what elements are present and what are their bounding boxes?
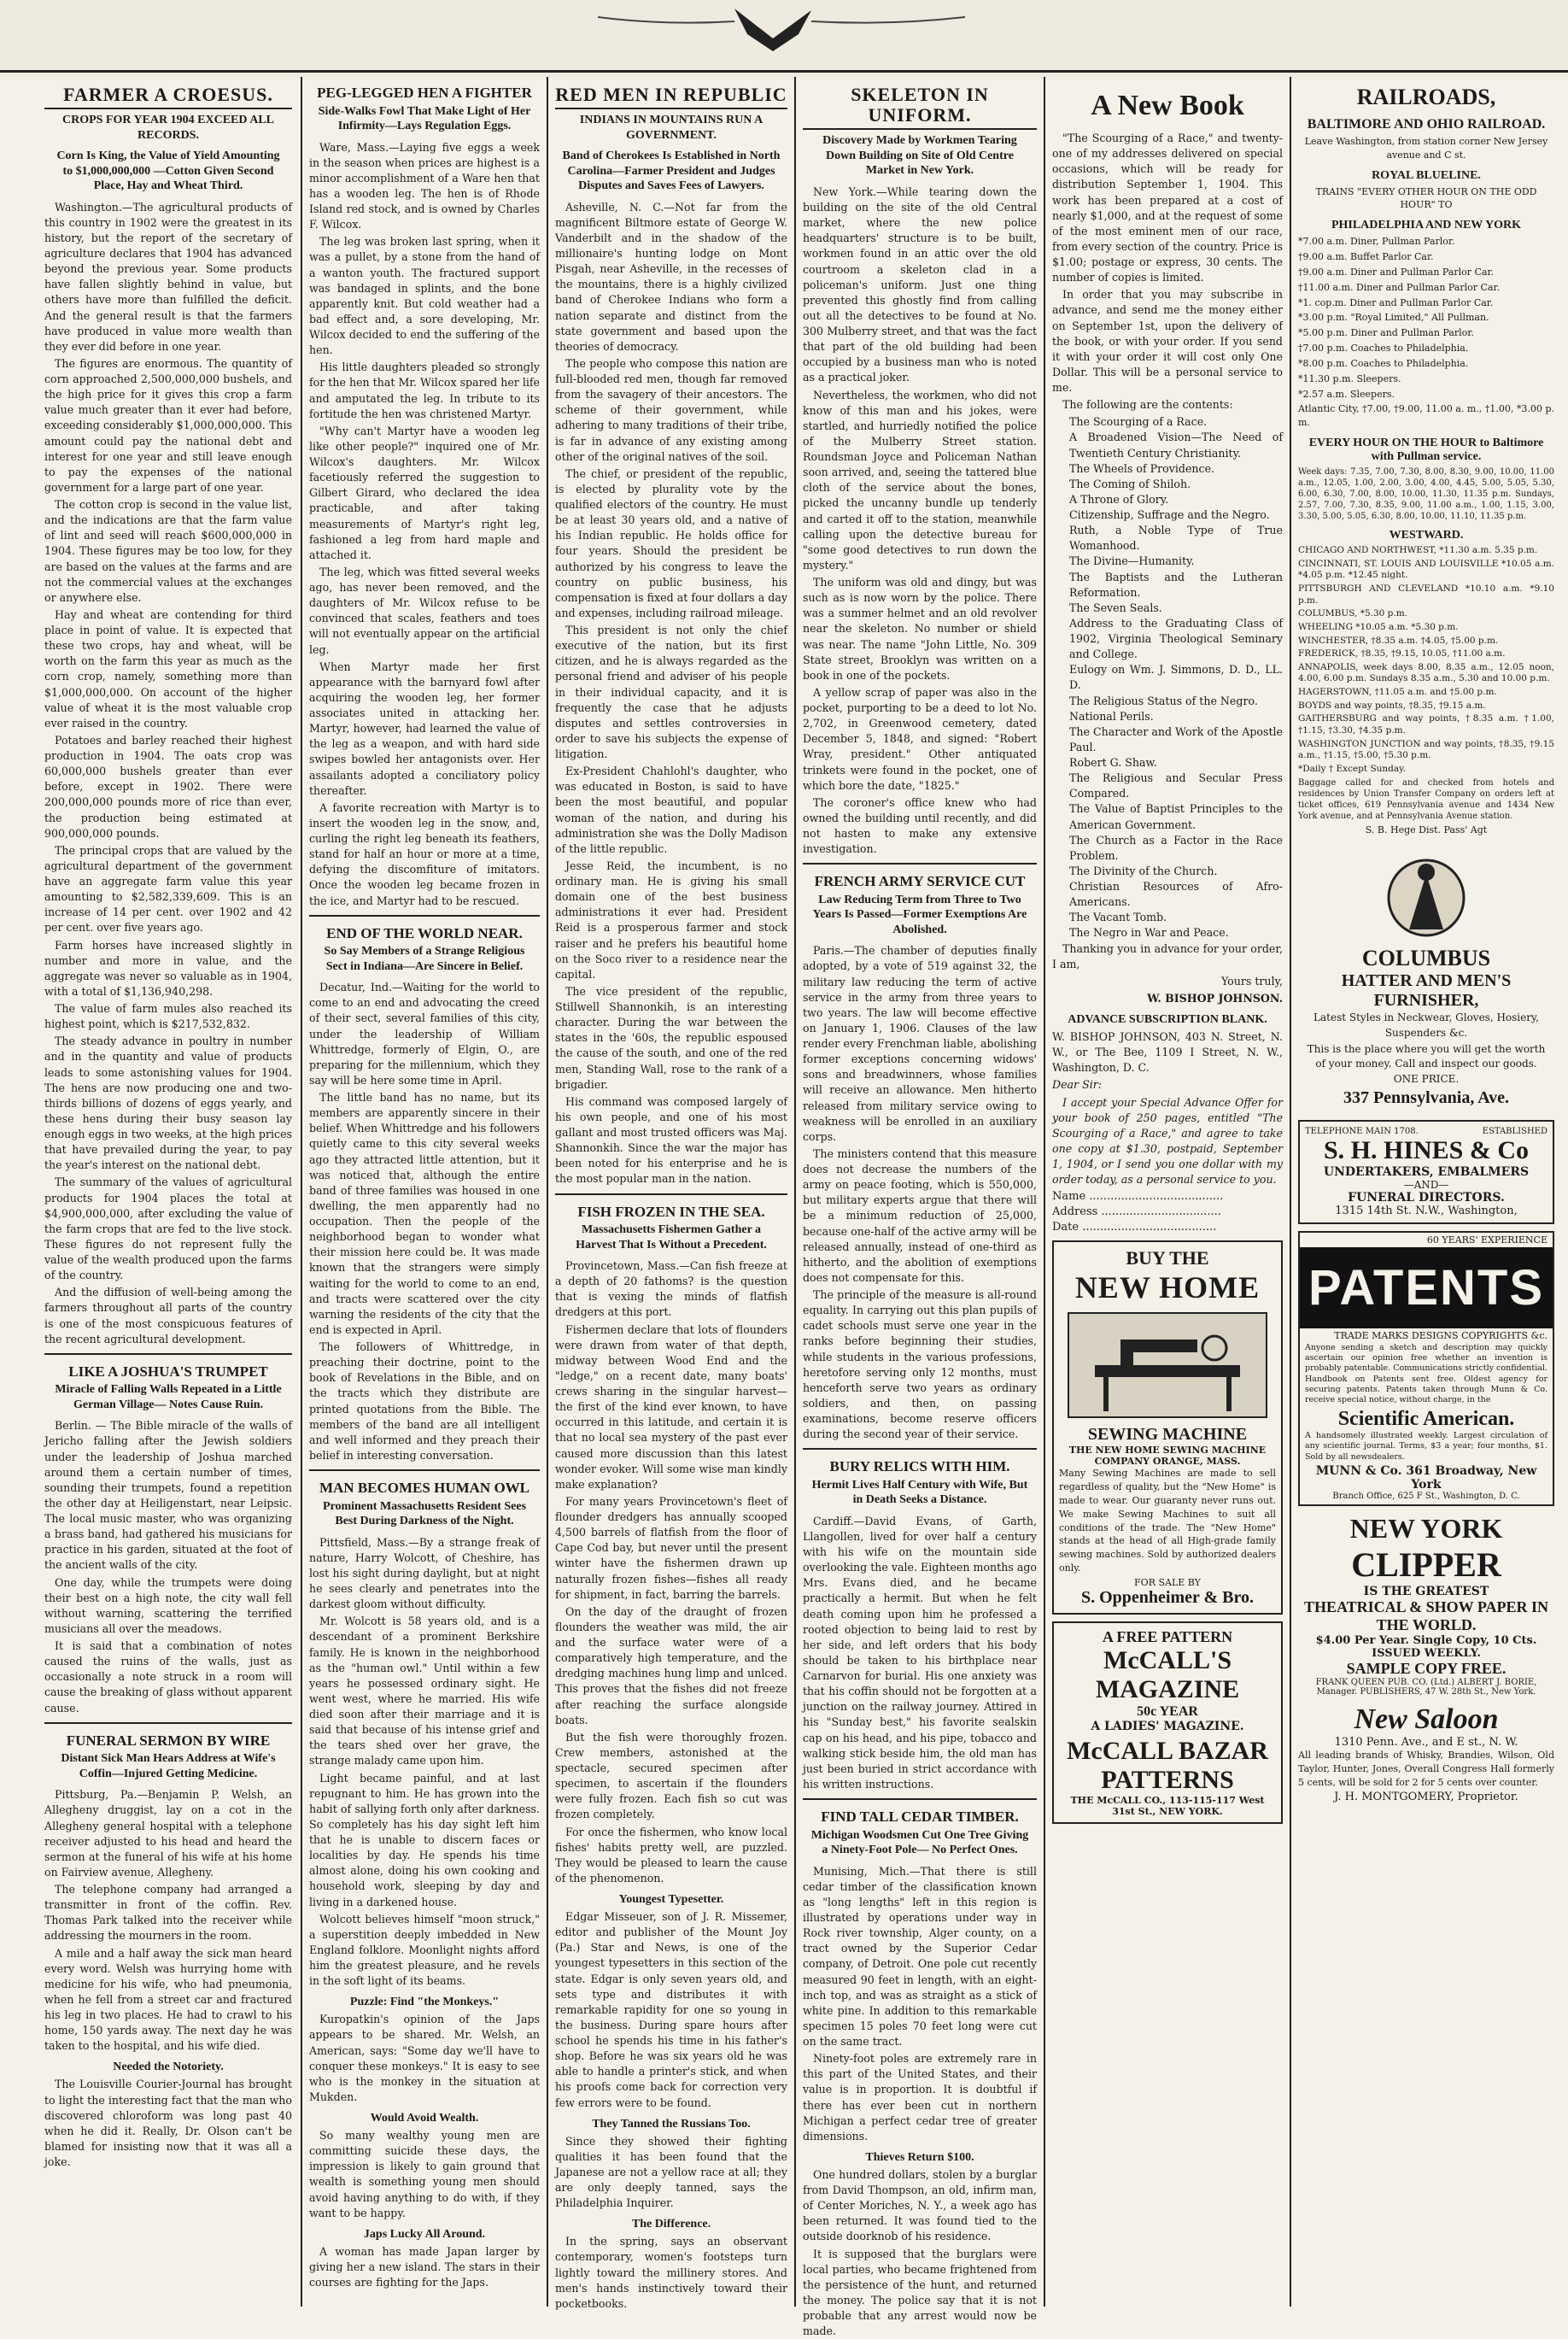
clipper-sample: SAMPLE COPY FREE.	[1346, 1659, 1507, 1677]
contents-item: The Wheels of Providence.	[1069, 461, 1215, 475]
hines-and: —AND—	[1403, 1178, 1449, 1191]
headline-japs-lucky: Japs Lucky All Around.	[363, 2227, 486, 2241]
contents-item: A Throne of Glory.	[1069, 492, 1169, 506]
royal-blueline: ROYAL BLUELINE.	[1372, 168, 1481, 182]
munn: MUNN & Co. 361 Broadway, New York	[1315, 1463, 1537, 1492]
article-paragraph: One hundred dollars, stolen by a burglar from David Thompson, an old, infirm man, of Center Moriches, N. Y., a week ago has been returned. It was found tied to the outside doorknob of his residence.	[803, 2167, 1037, 2243]
article-paragraph: It is said that a combination of notes caused the ruins of the walls, just as occasionally a note struck in a room will cause the breaking of glass without apparent cause.	[44, 1639, 292, 1715]
signature: W. BISHOP JOHNSON.	[1147, 991, 1283, 1005]
article-paragraph: Ex-President Chahlohl's daughter, who was educated in Boston, is said to have been the most beautiful, and popular woman of the nation, and during his administration she was the Dolly Madison of the little republic.	[555, 765, 787, 855]
article-paragraph: The little band has no name, but its members are apparently sincere in their belief. When Whittredge and his followers quietly came to this city several weeks ago they attracted little attention, but it was noticed that, although the entire band of three families was housed in one dwelling, the men apparently had no occupation. Then the people of the neighborhood began to wonder what their mission here could be. It was made known that the strangers were simply waiting for the world to come to an end, and tracts were scattered over the city warning the residents of the city that the end is expected in April.	[309, 1091, 540, 1336]
contents-item: The Value of Baptist Principles to the American Government.	[1069, 802, 1283, 831]
new-home-ad	[1052, 1240, 1283, 1615]
subscription-blank-title: ADVANCE SUBSCRIPTION BLANK.	[1068, 1013, 1267, 1026]
rail-westward: WESTWARD.	[1389, 529, 1464, 542]
column-rule	[301, 77, 302, 2307]
subscription-text: I accept your Special Advance Offer for your book of 250 pages, entitled "The Scourging of a Race," and agree to take one copy at $1.30, postpaid, September 1, 1904, or I send you one dollar with my order today, as a personal service to you.	[1052, 1095, 1283, 1187]
masthead-ornament	[0, 0, 1568, 79]
contents-item: The Character and Work of the Apostle Paul.	[1069, 724, 1283, 753]
article-paragraph: New York.—While tearing down the building on the site of the old Central market, where the new police headquarters' structure is to be built, workmen found in an attic over the old courtroom a skeleton clad in a policeman's uniform. Just one thing prevented this ghostly find from calling out all the detectives to be found at No. 300 Mulberry street, and that was the fact that part of the old building had been occupied by a business man who is noted as a practical joker.	[803, 185, 1037, 384]
article-paragraph: When Martyr made her first appearance with the barnyard fowl after acquiring the wooden leg, her former associates united in attacking her. Martyr, however, had learned the value of the leg as a weapon, and with hard side swipes bowled her antagonists over. Her assailants adopted a conciliatory policy thereafter.	[309, 659, 540, 797]
saloon-ad	[1298, 1703, 1554, 1803]
divider	[803, 1798, 1037, 1800]
article-paragraph: The telephone company had arranged a transmitter in front of the coffin. Rev. Thomas Park talked into the receiver while addressing the mourners in the room.	[44, 1883, 292, 1943]
article-paragraph: The uniform was old and dingy, but was such as is now worn by the police. There was a summer helmet and an old revolver near the skeleton. No number or shield was near. The name "John Little, No. 309 State street, Brooklyn was written on a book in one of the pockets.	[803, 576, 1037, 682]
contents-item: Ruth, a Noble Type of True Womanhood.	[1069, 524, 1283, 553]
column-3	[555, 81, 787, 2310]
contents-item: The Church as a Factor in the Race Problem.	[1069, 833, 1283, 862]
ad-buy: BUY THE	[1126, 1247, 1209, 1269]
scientific-american: Scientific American.	[1337, 1407, 1515, 1430]
column-rule	[547, 77, 548, 2307]
westward-time: GAITHERSBURG and way points, †8.35 a.m. †1.00, †1.15, †3.30, †4.35 p.m.	[1298, 713, 1554, 736]
article-paragraph: Ware, Mass.—Laying five eggs a week in the season when prices are highest is a minor accomplishment of a Ware hen that has a wooden leg. The hen is of Rhode Island red stock, and is owned by Charles F. Wilcox.	[309, 140, 540, 232]
westward-time: PITTSBURGH AND CLEVELAND *10.10 a.m. *9.10 p.m.	[1298, 583, 1554, 606]
deck: Hermit Lives Half Century with Wife, But in Death Seeks a Distance.	[811, 1478, 1028, 1507]
deck: Prominent Massachusetts Resident Sees Best During Darkness of the Night.	[322, 1499, 527, 1528]
headline-joshua-trumpet: LIKE A JOSHUA'S TRUMPET	[68, 1363, 268, 1380]
article-paragraph: And the diffusion of well-being among the farmers throughout all parts of the country is one of the most conspicuous features of the recent agricultural development.	[44, 1286, 292, 1345]
hatter-body: Latest Styles in Neckwear, Gloves, Hosiery, Suspenders &c.	[1313, 1011, 1539, 1039]
article-paragraph: This president is not only the chief executive of the nation, but its first citizen, and he is always regarded as the personal friend and adviser of his people in their individual capacity, and it is frequently the case that he adjusts disputes and settles controversies in order to save his subjects the expense of litigation.	[555, 624, 787, 761]
headline-skeleton: SKELETON IN UNIFORM.	[803, 85, 1037, 130]
article-paragraph: The leg, which was fitted several weeks ago, has never been removed, and the daughters of Mr. Wilcox refuse to be convinced that scales, feathers and toes will not eventually appear on the artificial leg.	[309, 565, 540, 656]
rail-trains: TRAINS "EVERY OTHER HOUR ON THE ODD HOUR" TO	[1315, 185, 1537, 211]
saloon-owner: J. H. MONTGOMERY, Proprietor.	[1334, 1791, 1518, 1804]
hatter-address: 337 Pennsylvania, Ave.	[1343, 1087, 1510, 1107]
deck: Miracle of Falling Walls Repeated in a Little German Village— Notes Cause Ruin.	[55, 1383, 282, 1411]
article-paragraph: The cotton crop is second in the value list, and the indications are that the farm value of lint and seed will reach $600,000,000 in 1904. These figures may be too low, for they are based on the values at the farms and are not the commercial values at the exchanges or anywhere else.	[44, 498, 292, 604]
deck: Band of Cherokees Is Established in North Carolina—Farmer President and Judges Disputes and Saves Fees of Lawyers.	[562, 149, 781, 193]
deck: Michigan Woodsmen Cut One Tree Giving a Ninety-Foot Pole— No Perfect Ones.	[810, 1828, 1029, 1857]
divider	[44, 1722, 292, 1724]
westward-time: WINCHESTER, †8.35 a.m. †4.05, †5.00 p.m.	[1298, 635, 1499, 646]
ad-mccall-magazine: McCALL'S MAGAZINE	[1095, 1645, 1240, 1703]
contents-item: The Religious and Secular Press Compared.	[1069, 771, 1283, 800]
hines-name: S. H. HINES & Co	[1323, 1135, 1530, 1164]
closing: Yours truly,	[1220, 974, 1283, 988]
article-paragraph: Edgar Misseuer, son of J. R. Missemer, editor and publisher of the Mount Joy (Pa.) Star and News, is one of the youngest typesetters in this section of the state. Edgar is only seven years old, and sets type and distributes it with remarkable rapidity for one so young in the business. During spare hours after school he spends his time in his father's shop. Before he was six years old he was able to handle a printer's stick, and when his proofs come back for correction very few errors were to be found.	[555, 1910, 787, 2109]
article-paragraph: Hay and wheat are contending for third place in point of value. It is expected that these two crops, hay and wheat, will be worth on the farm this year as much as the corn crop, namely, something more than $1,000,000,000. On account of the higher value of wheat it is the most valuable crop ever raised in the country.	[44, 607, 292, 730]
railroads-sub: BALTIMORE AND OHIO RAILROAD.	[1307, 117, 1546, 132]
sciam-body: A handsomely illustrated weekly. Largest circulation of any scientific journal. Terms, $3 a year; four months, $1. Sold by all newsdealers.	[1305, 1430, 1548, 1462]
article-paragraph: But the fish were thoroughly frozen. Crew members, astonished at the spectacle, secured specimen after specimen, to ascertain if the flounders were fully frozen. Each fish so cut was frozen completely.	[555, 1730, 787, 1821]
train-times	[1298, 235, 1554, 430]
column-6-advertisements	[1298, 81, 1554, 2302]
article-paragraph: Cardiff.—David Evans, of Garth, Llangollen, lived for over half a century with his wife on the mountain side overlooking the vale. Eighteen months ago Mrs. Evans died, and he became practically a hermit. But when he felt death coming upon him he professed a rooted objection to being laid to rest by her side, and left orders that his body should be taken to his birthplace near Carnarvon for burial. His one anxiety was that his coffin should not be forgotten at a junction on the railway journey. Attired in his "Sunday best," his favorite sealskin cap on his head, and his pipe, tobacco and walking stick beside him, the old man has just been buried in strict accordance with his written instructions.	[803, 1514, 1037, 1791]
westward-time: COLUMBUS, *5.30 p.m.	[1298, 608, 1408, 619]
article-paragraph: Jesse Reid, the incumbent, is no ordinary man. He is giving his small domain one of the best business administrations it ever had. President Reid is a prosperous farmer and stock raiser and he prefers his beautiful home on the Soco river to a residence near the capital.	[555, 859, 787, 981]
clipper-greatest: IS THE GREATEST	[1363, 1584, 1489, 1598]
ad-free-pattern: A FREE PATTERN	[1102, 1627, 1233, 1645]
train-time: †11.00 a.m. Diner and Pullman Parlor Car.	[1298, 281, 1501, 293]
contents-item: The Seven Seals.	[1069, 601, 1162, 614]
headline-fish-frozen: FISH FROZEN IN THE SEA.	[577, 1203, 765, 1220]
westward-time: ANNAPOLIS, week days 8.00, 8.35 a.m., 12.05 noon, 4.00, 6.00 p.m. Sundays 8.35 a.m., 5.30 and 10.00 p.m.	[1298, 661, 1554, 684]
contents-list	[1052, 414, 1283, 941]
name-field[interactable]: Name ......................................	[1052, 1190, 1224, 1204]
hines-address: 1315 14th St. N.W., Washington,	[1335, 1204, 1518, 1217]
article-paragraph: Farm horses have increased slightly in number and more in value, and the aggregate was never so valuable as in 1904, with a total of $1,136,940,298.	[44, 938, 292, 998]
westward-time: CHICAGO AND NORTHWEST, *11.30 a.m. 5.35 p.m.	[1298, 545, 1538, 556]
article-paragraph: Potatoes and barley reached their highest production in 1904. The oats crop was 60,000,000 bushels greater than ever before, except in 1902. There were 200,000,000 pounds more of rice than ever, the production being estimated at 900,000,000 pounds.	[44, 733, 292, 840]
article-paragraph: Paris.—The chamber of deputies finally adopted, by a vote of 519 against 32, the military law reducing the term of active service in the army from three years to two years. The law will become effective on January 1, 1906. Clauses of the law render every Frenchman liable, abolishing former exceptions concerning widows' sons and breadwinners, whose families will receive an allowance. Men hitherto released from military service owing to weakness will be enrolled in an auxiliary corps.	[803, 944, 1037, 1143]
article-paragraph: The chief, or president of the republic, is elected by plurality vote by the qualified electors of the country. He must be at least 30 years old, and a native of his Indian republic. He holds office for four years. Should the president be authorized by his congress to leave the country on public business, his compensation is fixed at four dollars a day and expenses, including railroad mileage.	[555, 466, 787, 619]
article-paragraph: Asheville, N. C.—Not far from the magnificent Biltmore estate of George W. Vanderbilt and in the shadow of the millionaire's hunting lodge on Mont Pisgah, near Asheville, in the recesses of the mountains, there is a highly civilized band of Cherokee Indians who form a nation separate and distinct from the state government and based upon the theories of democracy.	[555, 200, 787, 353]
train-time: †9.00 a.m. Diner and Pullman Parlor Car.	[1298, 266, 1495, 278]
article-paragraph: The summary of the values of agricultural products for 1904 places the total at $4,900,000,000, after excluding the value of the farm crops that are fed to the live stock. These figures do not represent fully the value of the wealth produced upon the farms of the country.	[44, 1175, 292, 1282]
westward-time: HAGERSTOWN, †11.05 a.m. and †5.00 p.m.	[1298, 687, 1497, 698]
munn-branch: Branch Office, 625 F St., Washington, D. C.	[1332, 1491, 1520, 1501]
article-paragraph: Munising, Mich.—That there is still cedar timber of the classification known as "long lengths" left in this region is illustrated by operations under way in Rock river township, Alger county, on a tract owned by the Superior Cedar company, of Detroit. One pole cut recently measured 90 feet in length, with an eight-inch top, and was as straight as a stick of white pine. In addition to this remarkable specimen 15 poles 70 feet long were cut on the same tract.	[803, 1864, 1037, 2049]
saloon-title: New Saloon	[1354, 1703, 1499, 1735]
divider	[44, 1353, 292, 1355]
divider	[309, 1469, 540, 1471]
article-paragraph: The vice president of the republic, Stillwell Shannonkih, is an interesting character. During the war between the states in the '60s, the republic espoused the cause of the south, and one of the red men, Standing Wall, rose to the rank of a brigadier.	[555, 984, 787, 1091]
train-time: Atlantic City, †7.00, †9.00, 11.00 a. m., †1.00, *3.00 p. m.	[1298, 403, 1554, 429]
address-field[interactable]: Address ..................................	[1052, 1205, 1221, 1219]
article-paragraph: Since they showed their fighting qualities it has been found that the Japanese are not a yellow race at all; they are only deeply tanned, says the Philadelphia Inquirer.	[555, 2134, 787, 2210]
train-time: *3.00 p.m. "Royal Limited," All Pullman.	[1298, 312, 1489, 324]
article-paragraph: Mr. Wolcott is 58 years old, and is a descendant of a prominent Berkshire family. He is known in the neighborhood as the "human owl." Until within a few years he possessed ordinary sight. He went west, where he married. His wife died soon after their marriage and it is said that because of his intense grief and the tears shed over her grave, the strange malady came upon him.	[309, 1615, 540, 1767]
article-paragraph: The leg was broken last spring, when it was a pullet, by a stone from the hand of a wanton youth. The fractured support was bandaged in splints, and the bone apparently knit. But cold weather had a bad effect and, a sore developing, Mr. Wilcox decided to end the suffering of the hen.	[309, 235, 540, 357]
contents-item: The Religious Status of the Negro.	[1069, 694, 1258, 707]
ad-ladies: A LADIES' MAGAZINE.	[1091, 1719, 1244, 1733]
article-paragraph: Kuropatkin's opinion of the Japs appears to be shared. Mr. Welsh, an American, says: "Some day we'll have to conquer these monkeys." It is easy to see who is the monkey in the situation at Mukden.	[309, 2013, 540, 2103]
hines-ad	[1298, 1120, 1554, 1224]
contents-item: The Vacant Tomb.	[1069, 911, 1167, 924]
article-paragraph: The followers of Whittredge, in preaching their doctrine, point to the book of Revelations in the Bible, and on the tracts which they distribute are printed quotations from the Bible. The members of the band are all intelligent and well informed and they preach their belief in interesting conversation.	[309, 1340, 540, 1462]
westward-time: WASHINGTON JUNCTION and way points, †8.35, †9.15 a.m., †1.15, †5.00, †5.30 p.m.	[1298, 738, 1554, 761]
ad-paragraph: Thanking you in advance for your order, I am,	[1052, 941, 1283, 970]
subscription-address: W. BISHOP JOHNSON, 403 N. Street, N. W., or The Bee, 1109 I Street, N. W., Washington, D. C.	[1052, 1030, 1283, 1075]
article-paragraph: The value of farm mules also reached its highest point, which is $217,532,832.	[44, 1002, 292, 1031]
article-paragraph: Washington.—The agricultural products of this country in 1902 were the greatest in its history, but the report of the secretary of agriculture declares that 1904 has advanced beyond the previous year. Some products have fallen slightly behind in value, but others have more than fulfilled the deficit. And the general result is that the farmers have produced in value more wealth than they ever did before in one year.	[44, 200, 292, 353]
headline-cedar-timber: FIND TALL CEDAR TIMBER.	[821, 1808, 1019, 1826]
clipper-ny: NEW YORK	[1349, 1512, 1503, 1544]
article-paragraph: In the spring, says an observant contemporary, women's footsteps turn lightly toward the millinery stores. And men's hands instinctively toward their pocketbooks.	[555, 2235, 787, 2310]
columbus-illustration	[1307, 848, 1546, 942]
hatter-place: This is the place where you will get the worth of your money. Call and inspect our goods. ONE PRICE.	[1307, 1042, 1546, 1085]
train-time: *1. cop.m. Diner and Pullman Parlor Car.	[1298, 296, 1494, 308]
train-time: †9.00 a.m. Buffet Parlor Car.	[1298, 251, 1434, 263]
clipper-price: $4.00 Per Year. Single Copy, 10 Cts. ISSUED WEEKLY.	[1315, 1633, 1537, 1660]
article-paragraph: Pittsburg, Pa.—Benjamin P. Welsh, an Allegheny druggist, lay on a cot in the Allegheny general hospital with a telephone receiver adjusted to his head and heard the sermon at the funeral of his wife at his home on Fairview avenue, Allegheny.	[44, 1788, 292, 1879]
westward-times	[1298, 545, 1554, 776]
saloon-address: 1310 Penn. Ave., and E st., N. W.	[1334, 1735, 1518, 1749]
article-paragraph: Decatur, Ind.—Waiting for the world to come to an end and advocating the creed of their sect, several families of this city, under the leadership of William Whittredge, formerly of Elgin, O., are preparing for the millennium, which they say will be here some time in April.	[309, 981, 540, 1087]
divider	[803, 863, 1037, 865]
train-time: *11.30 p.m. Sleepers.	[1298, 372, 1401, 384]
ad-paragraph: In order that you may subscribe in advance, and send me the money either on September 1st, upon the delivery of the book, or with your order. If you send it with your order it will cost only One Dollar. This will be a personal service to me.	[1052, 288, 1283, 394]
subhead: CROPS FOR YEAR 1904 EXCEED ALL RECORDS.	[61, 114, 274, 142]
columbus-ad	[1298, 843, 1554, 1112]
article-paragraph: Fishermen declare that lots of flounders were drawn from water of that depth, midway between Wood End and the "ledge," on a recent date, many boats' crews sharing in the singular harvest—the first of the kind ever known, to have occurred in this latitude, and certain it is that no local sea mystery of the past ever caused more discussion than this latest wonder evoker. Will some wise man kindly make explanation?	[555, 1322, 787, 1491]
contents-item: The Scourging of a Race.	[1069, 415, 1208, 429]
column-4	[803, 81, 1037, 2338]
subhead: INDIANS IN MOUNTAINS RUN A GOVERNMENT.	[579, 114, 764, 142]
ad-mccall-company: THE McCALL CO., 113-115-117 West 31st St., NEW YORK.	[1070, 1794, 1265, 1817]
article-paragraph: On the day of the draught of frozen flounders the weather was mild, the air and the surface water were of a comparatively high temperature, and the dredging machines hung limp and unlced. This proves that the fishes did not freeze after reaching the surface alongside boats.	[555, 1604, 787, 1726]
clipper-title: CLIPPER	[1351, 1545, 1501, 1584]
ad-paragraph: The following are the contents:	[1062, 398, 1233, 412]
article-paragraph: For many years Provincetown's fleet of flounder dredgers has annually scooped 4,500 barrels of flatfish from the floor of Cape Cod bay, but never until the present winter have the fishermen drawn up naturally frozen fishes—fishes all ready for shipment, in fact, barring the barrels.	[555, 1494, 787, 1601]
rail-every-hour: EVERY HOUR ON THE HOUR to Baltimore with Pullman service.	[1308, 437, 1544, 464]
contents-item: The Negro in War and Peace.	[1069, 926, 1229, 940]
established: ESTABLISHED	[1482, 1126, 1548, 1136]
deck: So Say Members of a Strange Religious Sect in Indiana—Are Sincere in Belief.	[324, 945, 525, 973]
column-rule	[1044, 77, 1045, 2307]
ad-fifty-cents: 50c YEAR	[1137, 1703, 1198, 1719]
article-paragraph: The ministers contend that this measure does not decrease the numbers of the army on peace footing, which is 550,000, but military experts argue that there will be a minimum reduction of 25,000, because one-half of the active army will be released annually, instead of one-third as hitherto, and the abolition of exemptions does not compensate for this.	[803, 1146, 1037, 1284]
contents-item: The Divinity of the Church.	[1069, 864, 1218, 877]
article-paragraph: His command was composed largely of his own people, and one of his most gallant and most trusted officers was Maj. Shannonkih. Since the war the major has been noted for his enterprise and he is the most popular man in the nation.	[555, 1094, 787, 1186]
article-paragraph: "Why can't Martyr have a wooden leg like other people?" inquired one of Mr. Wilcox's daughters. Mr. Wilcox facetiously referred the suggestion to Gilbert Girard, who declared the idea practicable, and after taking measurements of Martyr's right leg, fashioned a leg from hard maple and attached it.	[309, 424, 540, 561]
article-paragraph: The principle of the measure is all-round equality. In carrying out this plan pupils of cadet schools must serve one year in the ranks before beginning their studies, while students in the various professions, heretofore serving only 12 months, must henceforth serve two years as ordinary soldiers, and then, on passing examinations, become reserve officers during the second year of their service.	[803, 1288, 1037, 1441]
rail-agent: S. B. Hege Dist. Pass' Agt	[1365, 824, 1488, 835]
article-paragraph: It is supposed that the burglars were local parties, who became frightened from the persistence of the hunt, and returned the money. The police say that it is not probable that any arrest would now be made.	[803, 2247, 1037, 2338]
patents-ad	[1298, 1231, 1554, 1506]
train-time: *2.57 a.m. Sleepers.	[1298, 388, 1395, 400]
column-1	[44, 81, 292, 2302]
headline-youngest-typesetter: Youngest Typesetter.	[618, 1893, 724, 1907]
article-paragraph: Berlin. — The Bible miracle of the walls of Jericho falling after the Jewish soldiers under the leadership of Joshua marched around them a certain number of times, sounding their trumpets, found a repetition the other day at Heiligenstart, near Leipsic. The local music master, who was organizing a brass band, had gathered his musicians for practice in his garden, situated at the foot of the ancient walls of the city.	[44, 1419, 292, 1572]
rail-baggage: Baggage called for and checked from hotels and residences by Union Transfer Company on orders left at ticket offices, 619 Pennsylvania avenue and 1434 New York avenue, and at Pennsylvania Avenue station.	[1298, 777, 1554, 821]
contents-item: The Baptists and the Lutheran Reformation.	[1069, 570, 1283, 599]
divider	[555, 1193, 787, 1195]
ad-paragraph: "The Scourging of a Race," and twenty-one of my addresses delivered on special occasions, which will be ready for distribution September 1, 1904. This work has been prepared at a cost of nearly $1,000, and at the request of some of the most eminent men of our race, from every section of the country. Price is $1.00; postage or express, 30 cents. The number of copies is limited.	[1052, 132, 1283, 284]
deck: Corn Is King, the Value of Yield Amounting to $1,000,000,000 —Cotton Given Second Place, Hay and Wheat Third.	[56, 149, 280, 193]
deck: Discovery Made by Workmen Tearing Down Building on Site of Old Centre Market in New York.	[822, 134, 1017, 178]
clipper-ad	[1298, 1513, 1554, 1697]
ad-new-home: NEW HOME	[1074, 1270, 1261, 1305]
article-paragraph: The Louisville Courier-Journal has brought to light the interesting fact that the man who discovered chloroform was long past 40 when he did it. Really, Dr. Olson can't be blamed for insisting now that it was all a joke.	[44, 2078, 292, 2169]
headline-funeral-sermon: FUNERAL SERMON BY WIRE	[66, 1732, 271, 1749]
contents-item: Citizenship, Suffrage and the Negro.	[1069, 508, 1270, 521]
westward-time: CINCINNATI, ST. LOUIS AND LOUISVILLE *10.05 a.m. *4.05 p.m. *12.45 night.	[1298, 558, 1554, 581]
contents-item: Robert G. Shaw.	[1069, 756, 1157, 769]
hatter-title: HATTER AND MEN'S FURNISHER,	[1341, 971, 1512, 1011]
hines-undertakers: UNDERTAKERS, EMBALMERS	[1323, 1164, 1530, 1179]
deck: Massachusetts Fishermen Gather a Harvest That Is Without a Precedent.	[576, 1223, 767, 1252]
contents-item: The Coming of Shiloh.	[1069, 477, 1191, 490]
hines-funeral: FUNERAL DIRECTORS.	[1348, 1190, 1505, 1205]
article-paragraph: The steady advance in poultry in number and in the quantity and value of products leads to some astonishing values for 1904. The hens are now producing one and two-thirds billions of dozens of eggs yearly, and these hens during their busy season lay enough eggs in two weeks, at the high prices that have prevailed during the year, to pay the year's interest on the national debt.	[44, 1035, 292, 1172]
rail-week-days: Week days: 7.35, 7.00, 7.30, 8.00, 8.30, 9.00, 10.00, 11.00 a.m., 12.05, 1.00, 2.00, 3.00, 4.00, 4.45, 5.00, 5.05, 5.30, 6.00, 6.30, 7.00, 8.00, 10.00, 11.30, 11.35 p.m. Sundays, 2.57, 7.00, 7.30, 8.35, 9.00, 11.00 a.m., 1.00, 1.15, 3.00, 3.30, 5.00, 5.05, 6.30, 8.00, 10.00, 11.10, 11.35 p.m.	[1298, 467, 1554, 522]
contents-item: A Broadened Vision—The Need of Twentieth Century Christianity.	[1069, 431, 1283, 460]
divider	[309, 915, 540, 917]
article-paragraph: One day, while the trumpets were doing their best on a high note, the city wall fell without warning, scattering the terrified musicians all over the meadows.	[44, 1575, 292, 1635]
salutation: Dear Sir:	[1052, 1078, 1103, 1092]
rail-leave: Leave Washington, from station corner New Jersey avenue and C st.	[1304, 136, 1548, 161]
ad-company: THE NEW HOME SEWING MACHINE COMPANY ORANGE, MASS.	[1068, 1445, 1267, 1468]
ad-bazar-patterns: McCALL BAZAR PATTERNS	[1067, 1736, 1268, 1794]
contents-item: Eulogy on Wm. J. Simmons, D. D., LL. D.	[1069, 663, 1283, 692]
contents-item: National Perils.	[1069, 709, 1154, 723]
ad-for-sale: FOR SALE BY	[1134, 1576, 1201, 1588]
columbus-word: COLUMBUS	[1361, 946, 1491, 971]
article-paragraph: Ninety-foot poles are extremely rare in this part of the United States, and their value is in proportion. It is doubtful if there has ever been cut in northern Michigan a perfect cedar tree of greater dimensions.	[803, 2052, 1037, 2143]
patent-body: Anyone sending a sketch and description may quickly ascertain our opinion free whether an invention is probably patentable. Communications strictly confidential. Handbook on Patents sent free. Oldest agency for securing patents. Patents taken through Munn & Co. receive special notice, without charge, in the	[1305, 1342, 1548, 1405]
westward-time: FREDERICK, †8.35, †9.15, 10.05, †11.00 a.m.	[1298, 648, 1506, 659]
westward-time: BOYDS and way points, †8.35, †9.15 a.m.	[1298, 700, 1486, 711]
article-paragraph: The figures are enormous. The quantity of corn approached 2,500,000,000 bushels, and the high price for it gives this crop a farm value much greater than it ever had before, exceeding considerably $1,000,000,000. This amount could pay the national debt and interest for one year and still leave enough to pay the expenses of the national government for a large part of one year.	[44, 356, 292, 494]
ad-body: Many Sewing Machines are made to sell regardless of quality, but the "New Home" is made to wear. Our guaranty never runs out. We make Sewing Machines to suit all conditions of the trade. The "New Home" stands at the head of all High-grade family sewing machines. Sold by authorized dealers only.	[1059, 1468, 1276, 1574]
railroads-title: RAILROADS,	[1356, 85, 1496, 109]
article-paragraph: Provincetown, Mass.—Can fish freeze at a depth of 20 fathoms? is the question that is vexing the minds of flatfish dredgers at this port.	[555, 1259, 787, 1319]
article-paragraph: Pittsfield, Mass.—By a strange freak of nature, Harry Wolcott, of Cheshire, has lost his sight during daylight, but at night he sees clearly and penetrates into the darkest gloom without difficulty.	[309, 1535, 540, 1611]
headline-end-of-world: END OF THE WORLD NEAR.	[326, 924, 523, 941]
deck: Distant Sick Man Hears Address at Wife's Coffin—Injured Getting Medicine.	[61, 1752, 276, 1780]
contents-item: Christian Resources of Afro-Americans.	[1069, 880, 1283, 909]
column-rule	[794, 77, 796, 2307]
westward-time: *Daily † Except Sunday.	[1298, 763, 1407, 774]
headline-red-men: RED MEN IN REPUBLIC	[555, 85, 787, 109]
article-paragraph: A favorite recreation with Martyr is to insert the wooden leg in the snow, and, curling the right leg beneath its feathers, stand for half an hour or more at a time, defying the discomfiture of imitators. Once the wooden leg became frozen in the ice, and Martyr had to be rescued.	[309, 800, 540, 907]
headline-peg-legged-hen: PEG-LEGGED HEN A FIGHTER	[317, 85, 532, 101]
column-5-advertisements	[1052, 81, 1283, 2302]
headline-human-owl: MAN BECOMES HUMAN OWL	[319, 1480, 530, 1497]
phone: TELEPHONE MAIN 1708.	[1305, 1126, 1419, 1136]
article-paragraph: Light became painful, and at last repugnant to him. He has grown into the habit of sallying forth only after darkness. So completely has his day sight left him that he is unable to discern faces or localities by day. He spends his time almost alone, doing his own cooking and household work, sleeping by day and living in a darkened house.	[309, 1771, 540, 1908]
ad-sewing-machine: SEWING MACHINE	[1087, 1425, 1248, 1445]
hines-header	[1305, 1127, 1548, 1136]
article-paragraph: The coroner's office knew who had owned the building until recently, and did not hasten to make any extensive investigation.	[803, 795, 1037, 856]
rail-philadelphia: PHILADELPHIA AND NEW YORK	[1331, 219, 1522, 232]
divider	[803, 1448, 1037, 1450]
saloon-body: All leading brands of Whisky, Brandies, Wilson, Old Taylor, Hunter, Jones, Overall Congress Hall formerly 5 cents, will be sold for 2 for 5 cents over counter.	[1298, 1749, 1554, 1788]
train-time: †7.00 p.m. Coaches to Philadelphia.	[1298, 343, 1469, 355]
headline-tanned-russians: They Tanned the Russians Too.	[592, 2117, 751, 2131]
westward-time: WHEELING *10.05 a.m. *5.30 p.m.	[1298, 621, 1459, 632]
train-time: *8.00 p.m. Coaches to Philadelphia.	[1298, 357, 1469, 369]
headline-bury-relics: BURY RELICS WITH HIM.	[829, 1458, 1010, 1475]
headline-thieves: Thieves Return $100.	[865, 2150, 974, 2164]
headline-french-army: FRENCH ARMY SERVICE CUT	[814, 873, 1026, 890]
ad-dealer: S. Oppenheimer & Bro.	[1080, 1587, 1255, 1607]
article-paragraph: A yellow scrap of paper was also in the pocket, purporting to be a deed to lot No. 2,702, in Greenwood cemetery, dated December 5, 1848, and signed: "Robert Wray, president." Other antiquated trinkets were found in the pocket, one of which bore the date, "1825."	[803, 685, 1037, 792]
sewing-machine-illustration	[1068, 1312, 1267, 1418]
headline-notoriety: Needed the Notoriety.	[113, 2061, 224, 2074]
train-time: *7.00 a.m. Diner, Pullman Parlor.	[1298, 236, 1455, 248]
train-time: *5.00 p.m. Diner and Pullman Parlor.	[1298, 327, 1474, 339]
column-rule	[1290, 77, 1291, 2307]
clipper-theatrical: THEATRICAL & SHOW PAPER IN THE WORLD.	[1303, 1597, 1549, 1633]
contents-item: Address to the Graduating Class of 1902, Virginia Theological Seminary and College.	[1069, 616, 1283, 661]
article-paragraph: The people who compose this nation are full-blooded red men, though far removed from the savagery of their ancestors. The scheme of their government, while adhering to many traditions of their tribe, is far in advance of any existing among other of the original natives of the soil.	[555, 356, 787, 463]
article-paragraph: Wolcott believes himself "moon struck," a superstition deeply imbedded in New England folklore. Moonlight nights afford him the greatest pleasure, and he revels in the soft light of its beams.	[309, 1912, 540, 1988]
patent-tm: TRADE MARKS DESIGNS COPYRIGHTS &c.	[1334, 1329, 1548, 1341]
column-2	[309, 81, 540, 2302]
mccall-ad	[1052, 1621, 1283, 1824]
patents-word: PATENTS	[1300, 1247, 1553, 1328]
headline-farmer-croesus: FARMER A CROESUS.	[44, 85, 292, 109]
deck: Law Reducing Term from Three to Two Years Is Passed—Former Exemptions Are Abolished.	[812, 893, 1027, 936]
article-paragraph: So many wealthy young men are committing suicide these days, the impression is likely to gain ground that wealth is something young men should avoid having anything to do with, if they want to be happy.	[309, 2129, 540, 2219]
headline-avoid-wealth: Would Avoid Wealth.	[370, 2112, 479, 2125]
date-field[interactable]: Date ......................................	[1052, 1221, 1217, 1234]
deck: Side-Walks Fowl That Make Light of Her Infirmity—Lays Regulation Eggs.	[318, 104, 531, 133]
contents-item: The Divine—Humanity.	[1069, 554, 1195, 568]
article-paragraph: Nevertheless, the workmen, who did not know of this man and his jokes, were startled, and hurriedly notified the police of the Mulberry Street station. Roundsman Joyce and Policeman Nathan soon arrived, and, seeing the tattered blue cloth of the service about the bones, picked the uncanny bundle up tenderly and carted it off to the station, meanwhile calling upon the detective bureau for "some good detectives to run down the mystery."	[803, 388, 1037, 572]
headline-difference: The Difference.	[631, 2218, 711, 2231]
headline-monkeys: Puzzle: Find "the Monkeys."	[349, 1996, 500, 2009]
article-paragraph: The principal crops that are valued by the agricultural department of the government have an aggregate farm value this year amounting to $2,582,339,609. This is an increase of 14 per cent. over 1902 and 42 per cent. over five years ago.	[44, 843, 292, 935]
article-paragraph: A mile and a half away the sick man heard every word. Welsh was hurrying home with medicine for his wife, who had pneumonia, when he fell from a street car and fractured his leg in two places. He had to crawl to his home, 150 yards away. The next day he was taken to the hospital, and his wife died.	[44, 1946, 292, 2053]
article-paragraph: For once the fishermen, who know local fishes' habits pretty well, are puzzled. They would be pleased to learn the cause of the phenomenon.	[555, 1825, 787, 1885]
patent-experience: 60 YEARS' EXPERIENCE	[1426, 1234, 1548, 1246]
clipper-frank: FRANK QUEEN PUB. CO. (Ltd.) ALBERT J. BORIE, Manager. PUBLISHERS, 47 W. 28th St., New York.	[1315, 1677, 1537, 1697]
article-paragraph: A woman has made Japan larger by giving her a new island. The stars in their courses are fighting for the Japs.	[309, 2244, 540, 2289]
article-paragraph: His little daughters pleaded so strongly for the hen that Mr. Wilcox spared her life and amputated the leg. In tribute to its fortitude the hen was christened Martyr.	[309, 361, 540, 420]
headline-new-book: A New Book	[1091, 90, 1244, 121]
